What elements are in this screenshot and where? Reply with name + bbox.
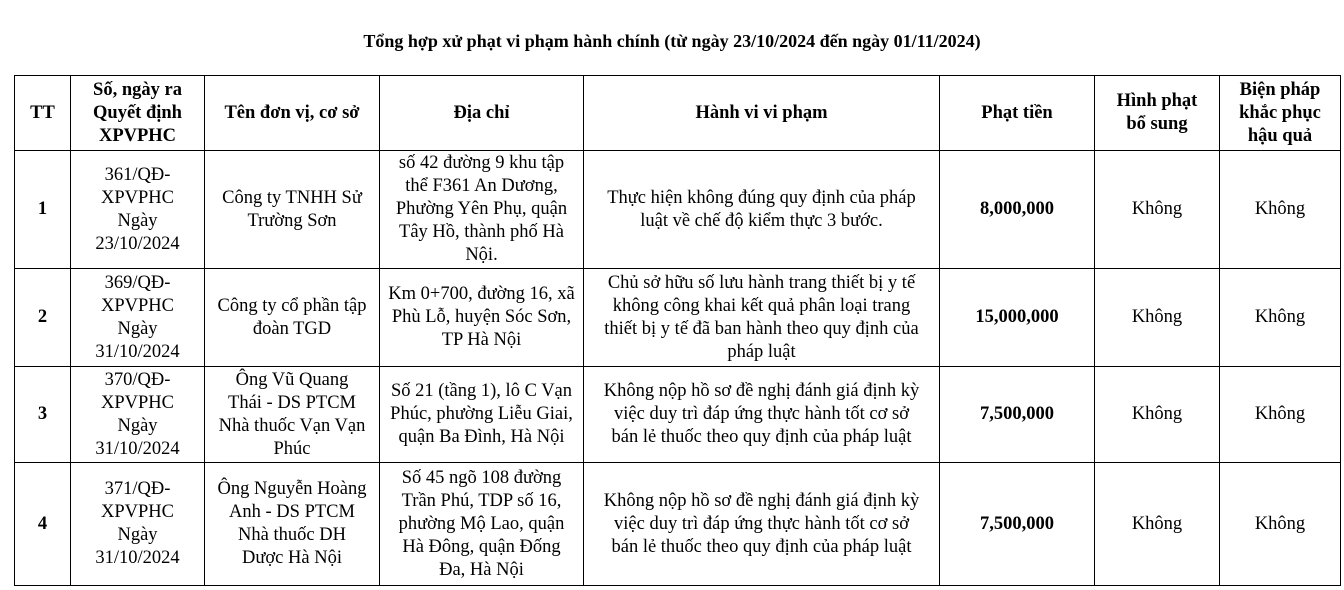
cell-violation: Không nộp hồ sơ đề nghị đánh giá định kỳ việc duy trì đáp ứng thực hành tốt cơ sở bán lẻ thuốc theo quy định của pháp luật <box>584 463 940 586</box>
cell-address: số 42 đường 9 khu tập thể F361 An Dương, Phường Yên Phụ, quận Tây Hồ, thành phố Hà Nội. <box>380 151 584 269</box>
cell-extra-penalty: Không <box>1095 463 1220 586</box>
cell-violation: Không nộp hồ sơ đề nghị đánh giá định kỳ việc duy trì đáp ứng thực hành tốt cơ sở bán lẻ thuốc theo quy định của pháp luật <box>584 367 940 463</box>
table-row <box>15 269 1341 367</box>
cell-address: Số 21 (tầng 1), lô C Vạn Phúc, phường Liễu Giai, quận Ba Đình, Hà Nội <box>380 367 584 463</box>
table-row <box>15 463 1341 586</box>
cell-remedy: Không <box>1220 269 1341 367</box>
cell-decision: 371/QĐ- XPVPHC Ngày 31/10/2024 <box>71 463 205 586</box>
header-violation: Hành vi vi phạm <box>584 76 940 151</box>
cell-address: Số 45 ngõ 108 đường Trần Phú, TDP số 16, phường Mộ Lao, quận Hà Đông, quận Đống Đa, Hà Nội <box>380 463 584 586</box>
cell-unit: Công ty cổ phần tập đoàn TGD <box>205 269 380 367</box>
cell-remedy: Không <box>1220 367 1341 463</box>
table-header-row <box>15 76 1341 151</box>
cell-unit: Ông Nguyễn Hoàng Anh - DS PTCM Nhà thuốc DH Dược Hà Nội <box>205 463 380 586</box>
cell-remedy: Không <box>1220 463 1341 586</box>
header-remedy: Biện pháp khắc phục hậu quả <box>1220 76 1341 151</box>
cell-fine: 7,500,000 <box>940 367 1095 463</box>
cell-address: Km 0+700, đường 16, xã Phù Lỗ, huyện Sóc Sơn, TP Hà Nội <box>380 269 584 367</box>
cell-tt: 2 <box>15 269 71 367</box>
table-row <box>15 151 1341 269</box>
header-extra-penalty: Hình phạt bổ sung <box>1095 76 1220 151</box>
table-row <box>15 367 1341 463</box>
document-title: Tổng hợp xử phạt vi phạm hành chính (từ ngày 23/10/2024 đến ngày 01/11/2024) <box>363 31 981 51</box>
cell-fine: 7,500,000 <box>940 463 1095 586</box>
cell-violation: Thực hiện không đúng quy định của pháp luật về chế độ kiểm thực 3 bước. <box>584 151 940 269</box>
header-address: Địa chỉ <box>380 76 584 151</box>
cell-fine: 8,000,000 <box>940 151 1095 269</box>
violations-table <box>14 75 1341 586</box>
header-fine: Phạt tiền <box>940 76 1095 151</box>
cell-unit: Công ty TNHH Sử Trường Sơn <box>205 151 380 269</box>
header-decision: Số, ngày ra Quyết định XPVPHC <box>71 76 205 151</box>
cell-extra-penalty: Không <box>1095 367 1220 463</box>
cell-tt: 4 <box>15 463 71 586</box>
cell-decision: 361/QĐ- XPVPHC Ngày 23/10/2024 <box>71 151 205 269</box>
cell-unit: Ông Vũ Quang Thái - DS PTCM Nhà thuốc Vạn Vạn Phúc <box>205 367 380 463</box>
cell-decision: 370/QĐ- XPVPHC Ngày 31/10/2024 <box>71 367 205 463</box>
header-unit: Tên đơn vị, cơ sở <box>205 76 380 151</box>
cell-extra-penalty: Không <box>1095 269 1220 367</box>
cell-violation: Chủ sở hữu số lưu hành trang thiết bị y tế không công khai kết quả phân loại trang thiết bị y tế đã ban hành theo quy định của pháp luật <box>584 269 940 367</box>
cell-tt: 3 <box>15 367 71 463</box>
cell-extra-penalty: Không <box>1095 151 1220 269</box>
cell-remedy: Không <box>1220 151 1341 269</box>
cell-tt: 1 <box>15 151 71 269</box>
header-tt: TT <box>15 76 71 151</box>
cell-fine: 15,000,000 <box>940 269 1095 367</box>
cell-decision: 369/QĐ- XPVPHC Ngày 31/10/2024 <box>71 269 205 367</box>
